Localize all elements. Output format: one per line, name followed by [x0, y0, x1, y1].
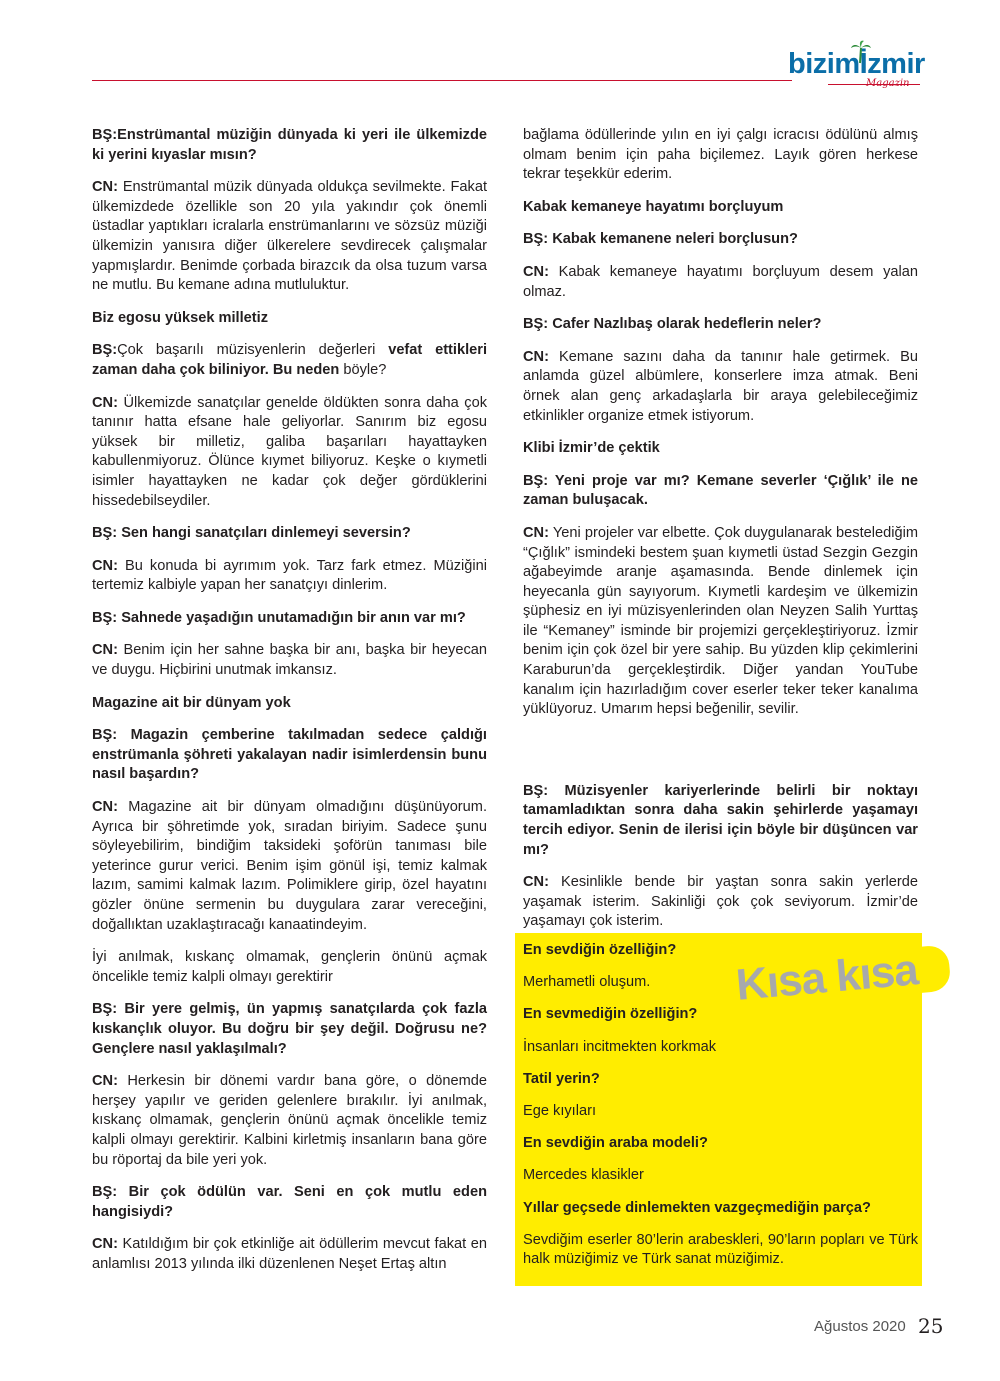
question: BŞ: Bir çok ödülün var. Seni en çok mutlu eden hangisiydi? — [92, 1184, 487, 1220]
speaker-label: CN: — [92, 1236, 118, 1253]
question: Yıllar geçsede dinlemekten vazgeçmediğin parça? — [523, 1199, 871, 1216]
speaker-label: CN: — [92, 394, 118, 411]
question-text-bold: vefat ettikleri zaman daha çok biliniyor. Bu neden — [92, 342, 487, 378]
kisa-kisa-title: Kısa kısa — [734, 945, 920, 1010]
question-text: Çok başarılı müzisyenlerin değerleri — [117, 342, 389, 359]
paragraph: İyi anılmak, kıskanç olmamak, gençlerin önünü açmak öncelikle temiz kalpli olmayı gerektirir — [92, 949, 487, 985]
question: BŞ: Bir yere gelmiş, ün yapmış sanatçılarda çok fazla kıskançlık oluyor. Bu doğru bir şey değil. Doğrusu ne? Gençlere nasıl yaklaşılmalı? — [92, 1001, 487, 1057]
page-number: 25 — [918, 1314, 944, 1338]
header-rule — [92, 80, 792, 81]
section-heading: Kabak kemaneye hayatımı borçluyum — [523, 198, 784, 215]
question: BŞ:Enstrümantal müziğin dünyada ki yeri ile ülkemizde ki yerini kıyaslar mısın? — [92, 127, 487, 163]
footer-date: Ağustos 2020 — [814, 1318, 906, 1335]
magazine-logo — [788, 44, 923, 94]
speaker-label: CN: — [523, 263, 549, 280]
answer-text: Kesinlikle bende bir yaştan sonra sakin yerlerde yaşamak isterim. Sakinliği çok çok seviyorum. İzmir’de yaşamayı çok isterim. — [523, 874, 918, 930]
answer: İnsanları incitmekten korkmak — [523, 1038, 717, 1055]
speaker-label: CN: — [523, 348, 549, 365]
speaker-label: CN: — [92, 642, 118, 659]
answer: Mercedes klasikler — [523, 1167, 644, 1184]
answer — [523, 348, 918, 426]
speaker-label: CN: — [92, 1073, 118, 1090]
question: En sevmediğin özelliğin? — [523, 1006, 698, 1023]
question: BŞ: Magazin çemberine takılmadan sedece çaldığı enstrümanla şöhreti yakalayan nadir isimlerdensin bunu nasıl başardın? — [92, 727, 487, 783]
question — [92, 341, 487, 380]
answer — [92, 178, 487, 296]
answer-text: Kabak kemaneye hayatımı borçluyum desem yalan olmaz. — [523, 263, 918, 300]
question: BŞ: Sahnede yaşadığın unutamadığın bir anın var mı? — [92, 609, 466, 626]
question: BŞ: Yeni proje var mı? Kemane severler ‘Çığlık’ ile ne zaman buluşacak. — [523, 472, 918, 509]
question: Tatil yerin? — [523, 1070, 600, 1087]
answer-text: Benim için her sahne başka bir anı, başka bir heyecan ve duygu. Hiçbirini unutmak imkansız. — [92, 642, 487, 679]
question: En sevdiğin özelliğin? — [523, 942, 677, 958]
answer-text: Katıldığım bir çok etkinliğe ait ödüllerim mevcut fakat en anlamlısı 2013 yılında ilki düzenlenen Neşet Ertaş altın — [92, 1236, 487, 1272]
paragraph: bağlama ödüllerinde yılın en iyi çalgı icracısı ödülünü almış olmam benim için paha biçilemez. Layık gören herkese tekrar teşekkür ederim. — [523, 127, 918, 183]
speaker-label: CN: — [92, 179, 118, 196]
speaker-label: CN: — [92, 557, 118, 574]
question: En sevdiğin araba modeli? — [523, 1135, 708, 1152]
answer — [92, 641, 487, 680]
answer — [523, 524, 918, 720]
answer: Merhametli oluşum. — [523, 974, 651, 991]
speaker-label: CN: — [92, 799, 118, 816]
left-column — [92, 126, 487, 1288]
section-heading: Biz egosu yüksek milletiz — [92, 309, 268, 326]
palm-tree-icon — [850, 40, 872, 64]
answer-text: Ülkemizde sanatçılar genelde öldükten sonra daha çok tanınır hatta efsane hale geliyorlar. Sanırım biz egosu yüksek bir milletiz, galiba başarıları hayattayken kabullenmiyoruz. Ölünce kıymet biliyoruz. Keşke o kıymetli isimler hayattayken ne kadar çok değer gördüklerini hissedebilseydiler. — [92, 394, 487, 509]
answer-text: Yeni projeler var elbette. Çok duygulanarak bestelediğim “Çığlık” ismindeki bestem şuan kıymetli üstad Sezgin Gezgin ağabeyimde aranje aşamasında. Bende dinlemek için heyecanla gün sayıyorum. Kıymetli kardeşim ve ülkemizin şüphesiz en iyi müzisyenlerinden olan Neyzen Salih Yurttaş ile “Kemaney” isminde bir projemizi gerçekleştiriyoruz. İzmir benim için çok özel bir yere sahip. Bu yüzden klip çekimlerini Karaburun’da gerçekleştirdik. Diğer yandan YouTube kanalım için hazırladığım cover eserler teker teker kanalıma yüklüyoruz. Umarım hepsi beğenilir, sevilir. — [523, 524, 918, 718]
answer — [92, 1072, 487, 1170]
spacer — [523, 733, 918, 769]
right-column — [523, 126, 918, 945]
answer — [92, 557, 487, 596]
question: BŞ: Cafer Nazlıbaş olarak hedeflerin neler? — [523, 316, 822, 333]
speaker-label: CN: — [523, 874, 549, 891]
answer-text: Bu konuda bi ayrımım yok. Tarz fark etmez. Müziğini tertemiz kalbiyle yapan her sanatçıyı dinlerim. — [92, 557, 487, 594]
speaker-label: BŞ: — [92, 342, 118, 359]
answer — [92, 1235, 487, 1274]
question: BŞ: Müzisyenler kariyerlerinde belirli bir noktayı tamamladıktan sonra daha sakin şehirlerde yaşamayı tercih ediyor. Senin de ilerisi için böyle bir düşüncen var mı? — [523, 782, 918, 858]
question-text-tail: böyle? — [343, 361, 387, 378]
answer-text: Enstrümantal müzik dünyada oldukça sevilmekte. Fakat ülkemizdede özellikle son 20 yıla yakındır çok önemli üstadlar yaptıkları icralarla enstrümanlarını ve sözsüz müziği ülkemizin yanısıra diğer ülkerelere sevdirecek çalışmalar yapmışlardır. Benimde çorbada birazcık da olsa tuzum varsa ne mutlu. Bu kemane adına mutluluktur. — [92, 179, 487, 294]
question: BŞ: Sen hangi sanatçıları dinlemeyi seversin? — [92, 525, 411, 542]
speaker-label: CN: — [523, 524, 549, 541]
question: BŞ: Kabak kemanene neleri borçlusun? — [523, 231, 798, 248]
answer — [92, 798, 487, 935]
answer — [523, 873, 918, 932]
answer — [523, 263, 918, 302]
logo-subtitle: Magazin — [866, 78, 910, 89]
section-heading: Magazine ait bir dünyam yok — [92, 694, 291, 711]
answer: Sevdiğim eserler 80’lerin arabeskleri, 90’ların popları ve Türk halk müziğimiz ve Türk sanat müziğimiz. — [523, 1231, 918, 1268]
answer-text: Magazine ait bir dünyam olmadığını düşünüyorum. Ayrıca bir şöhretimde yok, sıradan biriyim. Sadece şunu söyleyebilirim, bindiğim taksideki şoförün tanıması bile yeterince gurur verici. Benim işim gönül işi, temiz kalmak lazım, samimi kalmak lazım. Polimiklere girip, özel hayatını gözler önüne sermenin bu duygulara zarar vereceğini, doğallıktan uzaklaştıracağı kanaatindeyim. — [92, 799, 487, 933]
answer-text: Herkesin bir dönemi vardır bana göre, o dönemde herşey yapılır ve geriden gelenlere bırakılır. İyi anılmak, kıskanç olmamak, gençlerin önünü açmak öncelikle temiz kalpli olmayı gerektirir. Kalbini kirletmiş insanların bana göre bu röportaj da bile yeri yok. — [92, 1073, 487, 1168]
answer-text: Kemane sazını daha da tanınır hale getirmek. Bu anlamda güzel albümlere, konserlere imza atmak. Beni örnek alan genç arkadaşlarla bir araya gelebileceğimiz etkinlikler organize etmek istiyorum. — [523, 348, 918, 424]
answer: Ege kıyıları — [523, 1102, 596, 1119]
logo-wordmark: bizimİzmir — [788, 48, 925, 80]
answer — [92, 394, 487, 512]
section-heading: Klibi İzmir’de çektik — [523, 440, 660, 457]
